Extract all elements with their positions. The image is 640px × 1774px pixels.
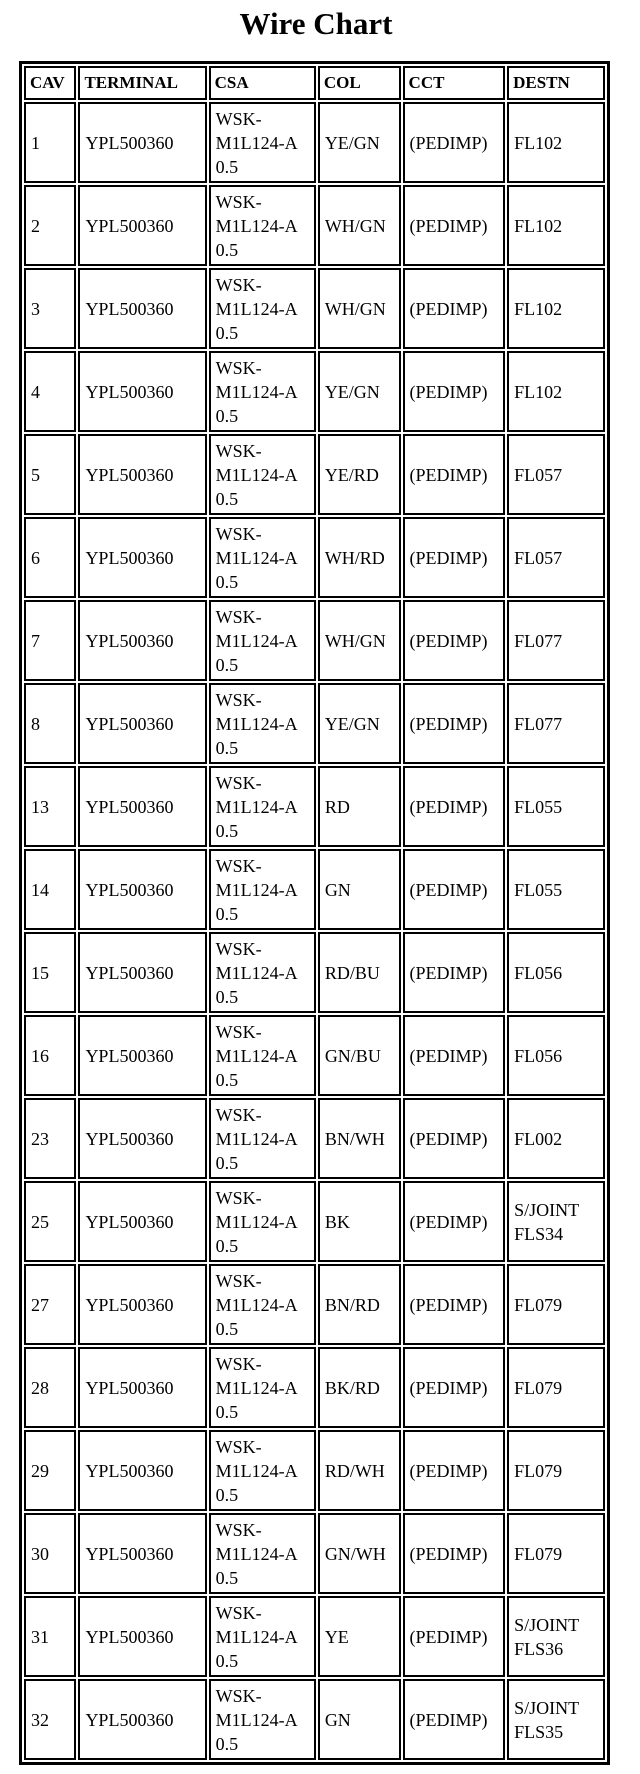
terminal-cell: YPL500360 xyxy=(78,1430,206,1511)
csa-cell xyxy=(209,268,316,349)
terminal-cell: YPL500360 xyxy=(78,932,206,1013)
terminal-cell: YPL500360 xyxy=(78,1596,206,1677)
cct-cell: (PEDIMP) xyxy=(403,434,506,515)
csa-cell xyxy=(209,185,316,266)
destn-cell xyxy=(507,185,605,266)
destn-line: FL056 xyxy=(514,962,563,983)
cct-cell: (PEDIMP) xyxy=(403,600,506,681)
csa-line: M1L124-A xyxy=(215,1543,298,1564)
csa-cell xyxy=(209,766,316,847)
table-row xyxy=(24,268,605,349)
csa-line: WSK- xyxy=(215,1519,262,1540)
wire-chart-table xyxy=(19,61,610,1765)
terminal-cell: YPL500360 xyxy=(78,1264,206,1345)
csa-line: 0.5 xyxy=(215,1650,239,1671)
destn-cell xyxy=(507,1347,605,1428)
terminal-cell: YPL500360 xyxy=(78,1015,206,1096)
cct-cell: (PEDIMP) xyxy=(403,1181,506,1262)
table-row xyxy=(24,517,605,598)
destn-cell xyxy=(507,683,605,764)
csa-line: M1L124-A xyxy=(215,298,298,319)
destn-cell xyxy=(507,102,605,183)
destn-line: FL102 xyxy=(514,381,563,402)
csa-line: WSK- xyxy=(215,1270,262,1291)
destn-cell xyxy=(507,1015,605,1096)
terminal-cell: YPL500360 xyxy=(78,766,206,847)
csa-line: 0.5 xyxy=(215,571,239,592)
table-row xyxy=(24,1015,605,1096)
csa-line: WSK- xyxy=(215,1436,262,1457)
csa-line: WSK- xyxy=(215,772,262,793)
terminal-cell: YPL500360 xyxy=(78,1513,206,1594)
csa-cell xyxy=(209,849,316,930)
csa-line: 0.5 xyxy=(215,1484,239,1505)
csa-cell xyxy=(209,1098,316,1179)
csa-line: 0.5 xyxy=(215,156,239,177)
terminal-cell: YPL500360 xyxy=(78,185,206,266)
terminal-cell: YPL500360 xyxy=(78,1347,206,1428)
cct-cell: (PEDIMP) xyxy=(403,683,506,764)
csa-line: WSK- xyxy=(215,191,262,212)
cct-cell: (PEDIMP) xyxy=(403,1513,506,1594)
table-row xyxy=(24,766,605,847)
terminal-cell: YPL500360 xyxy=(78,434,206,515)
csa-line: M1L124-A xyxy=(215,962,298,983)
csa-line: M1L124-A xyxy=(215,464,298,485)
csa-line: M1L124-A xyxy=(215,1626,298,1647)
col-cell: GN xyxy=(318,849,401,930)
destn-line: S/JOINT xyxy=(514,1199,580,1220)
cav-cell: 5 xyxy=(24,434,76,515)
cav-cell: 7 xyxy=(24,600,76,681)
csa-line: WSK- xyxy=(215,1187,262,1208)
csa-cell xyxy=(209,1015,316,1096)
destn-cell xyxy=(507,1596,605,1677)
csa-line: M1L124-A xyxy=(215,215,298,236)
csa-cell xyxy=(209,600,316,681)
col-cell: BK/RD xyxy=(318,1347,401,1428)
csa-line: WSK- xyxy=(215,1353,262,1374)
csa-line: M1L124-A xyxy=(215,1128,298,1149)
terminal-cell: YPL500360 xyxy=(78,351,206,432)
table-row xyxy=(24,1264,605,1345)
csa-line: 0.5 xyxy=(215,1069,239,1090)
destn-line: FL079 xyxy=(514,1377,563,1398)
terminal-cell: YPL500360 xyxy=(78,102,206,183)
csa-line: M1L124-A xyxy=(215,796,298,817)
cct-cell: (PEDIMP) xyxy=(403,1264,506,1345)
cav-cell: 1 xyxy=(24,102,76,183)
cav-cell: 23 xyxy=(24,1098,76,1179)
col-cell: GN/BU xyxy=(318,1015,401,1096)
cct-cell: (PEDIMP) xyxy=(403,102,506,183)
col-cell: YE/GN xyxy=(318,102,401,183)
destn-cell xyxy=(507,268,605,349)
csa-line: 0.5 xyxy=(215,488,239,509)
destn-line: FL102 xyxy=(514,132,563,153)
cct-cell: (PEDIMP) xyxy=(403,517,506,598)
csa-line: WSK- xyxy=(215,1104,262,1125)
destn-line: FLS35 xyxy=(514,1721,564,1742)
page-title: Wire Chart xyxy=(239,6,393,41)
destn-line: FLS36 xyxy=(514,1638,564,1659)
csa-line: M1L124-A xyxy=(215,713,298,734)
csa-line: M1L124-A xyxy=(215,132,298,153)
csa-cell xyxy=(209,1181,316,1262)
destn-line: FL077 xyxy=(514,713,563,734)
destn-line: FL079 xyxy=(514,1294,563,1315)
destn-line: S/JOINT xyxy=(514,1614,580,1635)
destn-line: S/JOINT xyxy=(514,1697,580,1718)
terminal-cell: YPL500360 xyxy=(78,1098,206,1179)
table-row xyxy=(24,600,605,681)
cav-cell: 8 xyxy=(24,683,76,764)
csa-line: WSK- xyxy=(215,1021,262,1042)
cct-cell: (PEDIMP) xyxy=(403,185,506,266)
csa-line: 0.5 xyxy=(215,1567,239,1588)
cav-cell: 14 xyxy=(24,849,76,930)
destn-line: FL056 xyxy=(514,1045,563,1066)
cct-cell: (PEDIMP) xyxy=(403,268,506,349)
cav-cell: 6 xyxy=(24,517,76,598)
csa-line: WSK- xyxy=(215,440,262,461)
csa-line: WSK- xyxy=(215,108,262,129)
table-row xyxy=(24,932,605,1013)
table-row xyxy=(24,434,605,515)
table-body xyxy=(24,102,605,1760)
destn-line: FL055 xyxy=(514,879,563,900)
csa-line: 0.5 xyxy=(215,1152,239,1173)
csa-cell xyxy=(209,683,316,764)
destn-cell xyxy=(507,600,605,681)
csa-cell xyxy=(209,517,316,598)
cav-cell: 13 xyxy=(24,766,76,847)
csa-line: M1L124-A xyxy=(215,1460,298,1481)
table-row xyxy=(24,1430,605,1511)
header-terminal: TERMINAL xyxy=(78,66,206,100)
destn-line: FLS34 xyxy=(514,1223,564,1244)
col-cell: WH/GN xyxy=(318,600,401,681)
cct-cell: (PEDIMP) xyxy=(403,1347,506,1428)
table-row xyxy=(24,683,605,764)
col-cell: GN xyxy=(318,1679,401,1760)
header-csa: CSA xyxy=(209,66,316,100)
table-row xyxy=(24,351,605,432)
cav-cell: 4 xyxy=(24,351,76,432)
destn-line: FL077 xyxy=(514,630,563,651)
csa-cell xyxy=(209,1430,316,1511)
col-cell: BK xyxy=(318,1181,401,1262)
csa-line: WSK- xyxy=(215,523,262,544)
table-header-row xyxy=(24,66,605,100)
cct-cell: (PEDIMP) xyxy=(403,1679,506,1760)
csa-cell xyxy=(209,102,316,183)
csa-line: M1L124-A xyxy=(215,1211,298,1232)
header-cct: CCT xyxy=(403,66,506,100)
cct-cell: (PEDIMP) xyxy=(403,1596,506,1677)
destn-line: FL057 xyxy=(514,547,563,568)
destn-cell xyxy=(507,1264,605,1345)
csa-line: WSK- xyxy=(215,1602,262,1623)
table-row xyxy=(24,849,605,930)
csa-line: M1L124-A xyxy=(215,547,298,568)
csa-line: 0.5 xyxy=(215,239,239,260)
header-cav: CAV xyxy=(24,66,76,100)
cct-cell: (PEDIMP) xyxy=(403,351,506,432)
col-cell: RD xyxy=(318,766,401,847)
destn-line: FL102 xyxy=(514,215,563,236)
csa-cell xyxy=(209,1596,316,1677)
destn-line: FL057 xyxy=(514,464,563,485)
cav-cell: 25 xyxy=(24,1181,76,1262)
terminal-cell: YPL500360 xyxy=(78,1181,206,1262)
cct-cell: (PEDIMP) xyxy=(403,1430,506,1511)
terminal-cell: YPL500360 xyxy=(78,517,206,598)
csa-line: WSK- xyxy=(215,855,262,876)
csa-line: WSK- xyxy=(215,274,262,295)
destn-cell xyxy=(507,1513,605,1594)
csa-line: M1L124-A xyxy=(215,879,298,900)
col-cell: YE/GN xyxy=(318,683,401,764)
cav-cell: 2 xyxy=(24,185,76,266)
csa-line: WSK- xyxy=(215,1685,262,1706)
csa-line: 0.5 xyxy=(215,986,239,1007)
destn-line: FL055 xyxy=(514,796,563,817)
csa-cell xyxy=(209,351,316,432)
table-row xyxy=(24,1098,605,1179)
col-cell: WH/RD xyxy=(318,517,401,598)
destn-cell xyxy=(507,351,605,432)
destn-line: FL079 xyxy=(514,1543,563,1564)
col-cell: RD/WH xyxy=(318,1430,401,1511)
table-row xyxy=(24,1181,605,1262)
csa-line: 0.5 xyxy=(215,322,239,343)
cav-cell: 15 xyxy=(24,932,76,1013)
destn-cell xyxy=(507,766,605,847)
csa-line: 0.5 xyxy=(215,1401,239,1422)
csa-line: 0.5 xyxy=(215,903,239,924)
cav-cell: 29 xyxy=(24,1430,76,1511)
destn-line: FL102 xyxy=(514,298,563,319)
destn-cell xyxy=(507,1181,605,1262)
destn-cell xyxy=(507,1679,605,1760)
table-row xyxy=(24,1679,605,1760)
destn-cell xyxy=(507,849,605,930)
terminal-cell: YPL500360 xyxy=(78,268,206,349)
csa-line: 0.5 xyxy=(215,737,239,758)
cav-cell: 28 xyxy=(24,1347,76,1428)
col-cell: GN/WH xyxy=(318,1513,401,1594)
cav-cell: 32 xyxy=(24,1679,76,1760)
header-destn: DESTN xyxy=(507,66,605,100)
destn-line: FL079 xyxy=(514,1460,563,1481)
table-row xyxy=(24,1596,605,1677)
csa-cell xyxy=(209,1347,316,1428)
csa-line: 0.5 xyxy=(215,820,239,841)
table-row xyxy=(24,102,605,183)
csa-line: M1L124-A xyxy=(215,1709,298,1730)
destn-cell xyxy=(507,1430,605,1511)
destn-cell xyxy=(507,1098,605,1179)
col-cell: WH/GN xyxy=(318,268,401,349)
destn-cell xyxy=(507,434,605,515)
col-cell: RD/BU xyxy=(318,932,401,1013)
csa-cell xyxy=(209,932,316,1013)
cct-cell: (PEDIMP) xyxy=(403,766,506,847)
csa-line: M1L124-A xyxy=(215,1294,298,1315)
csa-line: 0.5 xyxy=(215,654,239,675)
cav-cell: 27 xyxy=(24,1264,76,1345)
csa-line: WSK- xyxy=(215,606,262,627)
csa-line: WSK- xyxy=(215,689,262,710)
col-cell: BN/RD xyxy=(318,1264,401,1345)
col-cell: YE/GN xyxy=(318,351,401,432)
csa-line: M1L124-A xyxy=(215,630,298,651)
cct-cell: (PEDIMP) xyxy=(403,932,506,1013)
csa-cell xyxy=(209,434,316,515)
csa-line: WSK- xyxy=(215,938,262,959)
cav-cell: 31 xyxy=(24,1596,76,1677)
csa-line: M1L124-A xyxy=(215,1377,298,1398)
csa-line: M1L124-A xyxy=(215,1045,298,1066)
csa-line: 0.5 xyxy=(215,1235,239,1256)
cav-cell: 3 xyxy=(24,268,76,349)
terminal-cell: YPL500360 xyxy=(78,600,206,681)
csa-line: 0.5 xyxy=(215,1318,239,1339)
cct-cell: (PEDIMP) xyxy=(403,849,506,930)
csa-line: M1L124-A xyxy=(215,381,298,402)
terminal-cell: YPL500360 xyxy=(78,683,206,764)
csa-cell xyxy=(209,1679,316,1760)
table-row xyxy=(24,185,605,266)
col-cell: YE xyxy=(318,1596,401,1677)
header-col: COL xyxy=(318,66,401,100)
cct-cell: (PEDIMP) xyxy=(403,1098,506,1179)
cct-cell: (PEDIMP) xyxy=(403,1015,506,1096)
csa-line: WSK- xyxy=(215,357,262,378)
cav-cell: 16 xyxy=(24,1015,76,1096)
destn-line: FL002 xyxy=(514,1128,563,1149)
csa-line: 0.5 xyxy=(215,405,239,426)
terminal-cell: YPL500360 xyxy=(78,849,206,930)
csa-line: 0.5 xyxy=(215,1733,239,1754)
table-row xyxy=(24,1347,605,1428)
terminal-cell: YPL500360 xyxy=(78,1679,206,1760)
col-cell: YE/RD xyxy=(318,434,401,515)
cav-cell: 30 xyxy=(24,1513,76,1594)
col-cell: BN/WH xyxy=(318,1098,401,1179)
destn-cell xyxy=(507,932,605,1013)
destn-cell xyxy=(507,517,605,598)
table-row xyxy=(24,1513,605,1594)
col-cell: WH/GN xyxy=(318,185,401,266)
csa-cell xyxy=(209,1264,316,1345)
csa-cell xyxy=(209,1513,316,1594)
